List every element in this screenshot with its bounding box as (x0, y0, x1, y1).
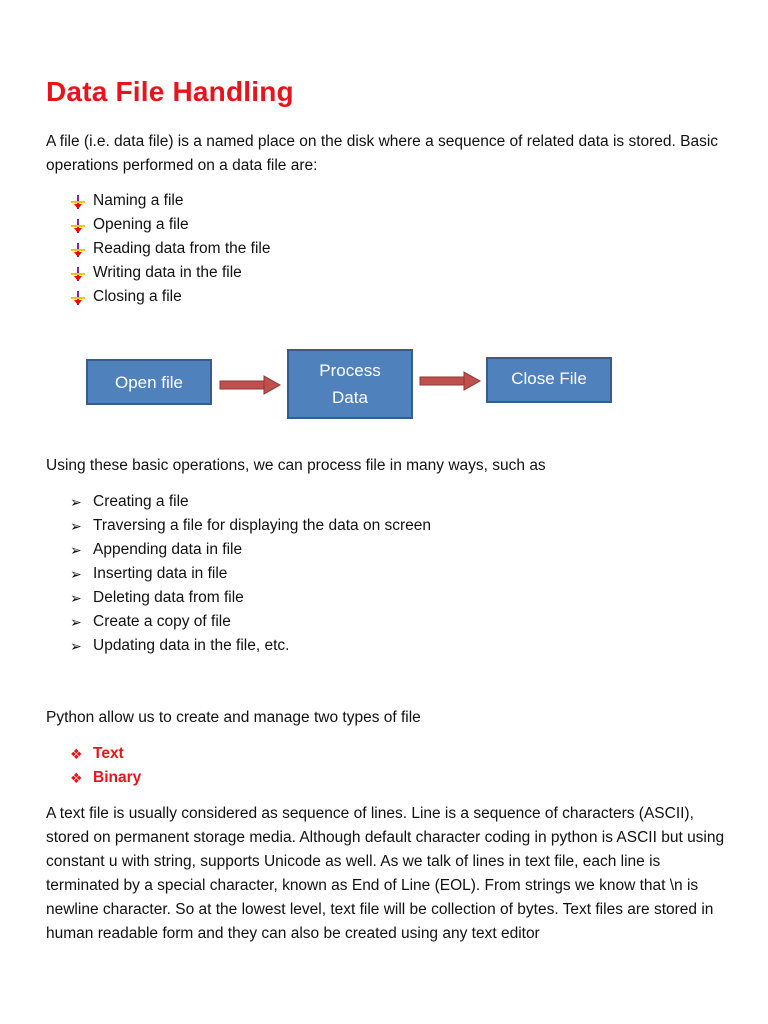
intro-paragraph: A file (i.e. data file) is a named place on the disk where a sequence of related data is stored. Basic operations performed on a data file are: (46, 133, 719, 174)
list-item: Naming a file (70, 189, 271, 213)
plus-arrow-icon (70, 194, 86, 210)
list-item: ❖ Binary (70, 766, 141, 790)
list-item: Reading data from the file (70, 237, 271, 261)
page-title: Data File Handling (46, 76, 294, 107)
list-item: ➢ Creating a file (70, 490, 431, 514)
right-arrow-icon (419, 371, 481, 391)
plus-arrow-icon (70, 290, 86, 306)
list-item: ➢ Appending data in file (70, 538, 431, 562)
list-item: Opening a file (70, 213, 271, 237)
close-file-box: Close File (486, 357, 612, 403)
list-item: ➢ Updating data in the file, etc. (70, 634, 431, 658)
basic-operations-list (70, 189, 271, 309)
process-ways-list (70, 490, 431, 658)
plus-arrow-icon (70, 242, 86, 258)
types-intro: Python allow us to create and manage two types of file (46, 709, 421, 726)
right-arrow-icon (219, 375, 281, 395)
diamond-bullet-icon: ❖ (70, 746, 83, 762)
list-item: Closing a file (70, 285, 271, 309)
file-types-list (70, 742, 141, 790)
process-data-box: Process Data (287, 349, 413, 419)
list-item: ➢ Inserting data in file (70, 562, 431, 586)
arrowhead-icon: ➢ (70, 614, 82, 630)
text-file-paragraph: A text file is usually considered as sequence of lines. Line is a sequence of characters (ASCII), stored on permanent storage media. Although default character coding in python is ASCII but using constant u with string, supports Unicode as well. As we talk of lines in text file, each line is terminated by a special character, known as End of Line (EOL). From strings we know that \n is newline character. So at the lowest level, text file will be collection of bytes. Text files are stored in human readable form and they can also be created using any text editor (46, 805, 725, 942)
arrowhead-icon: ➢ (70, 590, 82, 606)
list-item: Writing data in the file (70, 261, 271, 285)
list-item: ➢ Deleting data from file (70, 586, 431, 610)
process-intro: Using these basic operations, we can process file in many ways, such as (46, 457, 546, 474)
list-item: ❖ Text (70, 742, 141, 766)
diamond-bullet-icon: ❖ (70, 770, 83, 786)
plus-arrow-icon (70, 266, 86, 282)
list-item: ➢ Traversing a file for displaying the data on screen (70, 514, 431, 538)
list-item: ➢ Create a copy of file (70, 610, 431, 634)
arrowhead-icon: ➢ (70, 494, 82, 510)
arrowhead-icon: ➢ (70, 566, 82, 582)
open-file-box: Open file (86, 359, 212, 405)
plus-arrow-icon (70, 218, 86, 234)
arrowhead-icon: ➢ (70, 638, 82, 654)
arrowhead-icon: ➢ (70, 542, 82, 558)
arrowhead-icon: ➢ (70, 518, 82, 534)
